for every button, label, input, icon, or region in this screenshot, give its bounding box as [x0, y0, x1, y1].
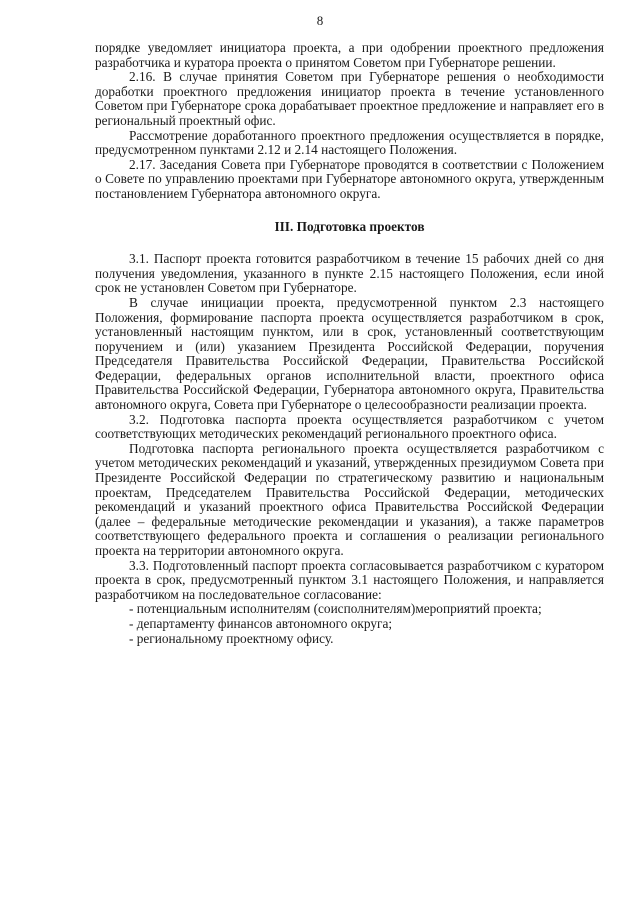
paragraph-3-3: 3.3. Подготовленный паспорт проекта согласовывается разработчиком с куратором проекта в срок, предусмотренный пунктом 3.1 настоящего Положения, и направляется разработчиком на последовательное согласование: — [95, 557, 604, 602]
paragraph: Рассмотрение доработанного проектного предложения осуществляется в порядке, предусмотренном пунктами 2.12 и 2.14 настоящего Положения. — [95, 127, 604, 158]
paragraph-3-1: 3.1. Паспорт проекта готовится разработчиком в течение 15 рабочих дней со дня получения уведомления, указанного в пункте 2.15 настоящего Положения, если иной срок не установлен Советом при Губернаторе. — [95, 251, 604, 296]
paragraph: порядке уведомляет инициатора проекта, а при одобрении проектного предложения разработчика и куратора проекта о принятом Советом при Губернаторе решении. — [95, 40, 604, 70]
document-body — [95, 41, 604, 646]
list-item: - региональному проектному офису. — [129, 630, 334, 646]
paragraph-2-17: 2.17. Заседания Совета при Губернаторе проводятся в соответствии с Положением о Совете по управлению проектами при Губернаторе автономного округа, утвержденным постановлением Губернатора автономного округа. — [95, 156, 604, 201]
paragraph-2-16: 2.16. В случае принятия Советом при Губернаторе решения о необходимости доработки проектного предложения инициатор проекта в течение установленного Советом при Губернаторе срока дорабатывает проектное предложение и направляет его в региональный проектный офис. — [95, 69, 604, 128]
paragraph: Подготовка паспорта регионального проекта осуществляется разработчиком с учетом методических рекомендаций и указаний, утвержденных президиумом Совета при Президенте Российской Федерации по стратегическому развитию и национальным проектам, Председателем Правительства Российской Федерации, методических рекомендаций и указаний проектного офиса Правительства Российской Федерации (далее – федеральные методические рекомендации и указания), а также параметров соответствующего федерального проекта и соглашения о реализации регионального проекта на территории автономного округа. — [95, 440, 604, 558]
section-heading: III. Подготовка проектов — [274, 218, 425, 234]
page-number: 8 — [316, 13, 324, 28]
list-item: - потенциальным исполнителям (соисполнителям)мероприятий проекта; — [129, 601, 542, 617]
paragraph-3-2: 3.2. Подготовка паспорта проекта осуществляется разработчиком с учетом соответствующих методических рекомендаций регионального проектного офиса. — [95, 411, 604, 442]
paragraph: В случае инициации проекта, предусмотренной пунктом 2.3 настоящего Положения, формирование паспорта проекта осуществляется разработчиком в срок, установленный настоящим пунктом, или в срок, установленный соответствующим поручением и (или) указанием Президента Российской Федерации, поручения Председателя Правительства Российской Федерации, Правительства Российской Федерации, федеральных органов исполнительной власти, проектного офиса Правительства Российской Федерации, Губернатора автономного округа, Правительства автономного округа, Совета при Губернаторе о целесообразности реализации проекта. — [95, 294, 604, 413]
list-item: - департаменту финансов автономного округа; — [129, 615, 393, 631]
